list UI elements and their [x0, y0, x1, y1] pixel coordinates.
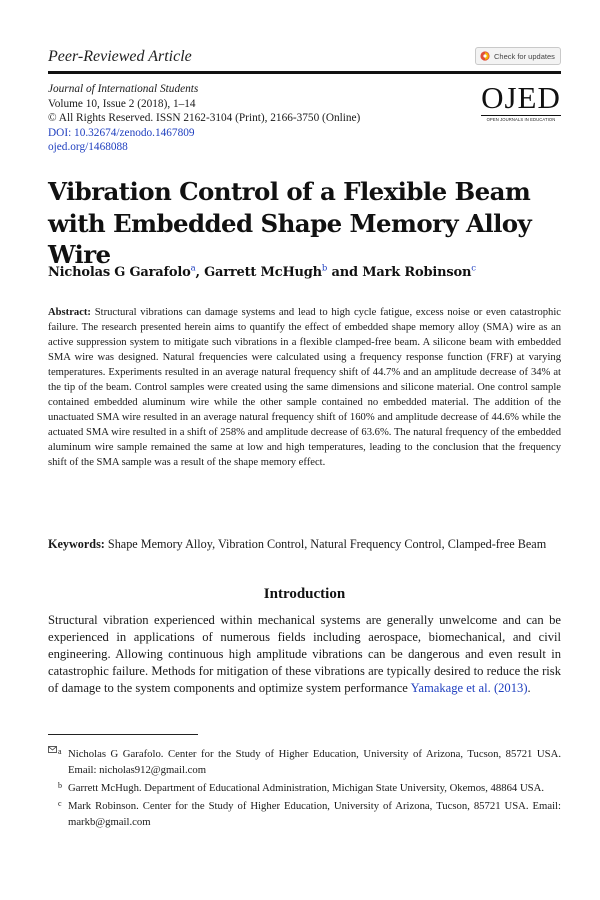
article-url-link[interactable]: ojed.org/1468088	[48, 141, 128, 153]
footnote-item	[48, 780, 561, 796]
ojed-logo	[480, 82, 562, 122]
footnote-mark-letter: b	[58, 781, 62, 790]
article-title: Vibration Control of a Flexible Beam with Embedded Shape Memory Alloy Wire	[48, 177, 532, 269]
footnote-item	[48, 798, 561, 830]
check-updates-label: Check for updates	[494, 51, 555, 61]
ojed-logo-subtitle: OPEN JOURNALS IN EDUCATION	[486, 117, 556, 122]
ojed-logo-text: OJED	[481, 80, 561, 115]
footnotes	[48, 746, 561, 832]
footnote-rule	[48, 734, 198, 735]
abstract	[48, 305, 561, 470]
introduction-paragraph	[48, 612, 561, 697]
keywords-text: Shape Memory Alloy, Vibration Control, Natural Frequency Control, Clamped-free Beam	[107, 537, 547, 551]
header-rule	[48, 71, 561, 74]
envelope-icon	[48, 746, 57, 753]
author-name: Garrett McHugh	[204, 265, 322, 280]
introduction-end: .	[527, 681, 531, 695]
author-name: Nicholas G Garafolo	[48, 265, 191, 280]
author-name: Mark Robinson	[362, 265, 472, 280]
section-heading-introduction: Introduction	[263, 586, 346, 602]
footnote-mark-letter: a	[58, 747, 62, 756]
footnote-mark	[48, 798, 62, 810]
footnote-mark	[48, 746, 62, 758]
author-separator: and	[327, 265, 363, 280]
abstract-text: Structural vibrations can damage systems and lead to high cycle fatigue, excess noise or even catastrophic failure. The research presented herein aims to quantify the effect of embedded shape memory alloy (SMA) wire as an active suppression system to mitigate such vibrations in a flexible clamped-free beam. A silicone beam with embedded SMA wire was designed. Natural frequencies were calculated using a frequency response function (FRF) at varying temperatures. Experiments resulted in an average natural frequency shift of 44.7% and an amplitude decrease of 34% at the tip of the beam. Control samples were created using the same dimensions and silicone material. One control sample contained embedded aluminum wire while the other sample contained no embedded material. The addition of the unactuated SMA wire resulted in an average natural frequency shift of 160% and amplitude decrease of 44.6% while the actuated SMA wire resulted in a shift of 258% and amplitude decrease of 63.6%. The natural frequency of the embedded aluminum wire sample remained the same at low and high temperatures, leading to the conclusion that the frequency shift of the SMA sample was a result of the shape memory effect.	[48, 307, 562, 468]
footnote-mark	[48, 780, 62, 792]
author-separator: ,	[195, 265, 205, 280]
ojed-logo-rule	[481, 115, 561, 116]
footnote-item	[48, 746, 561, 778]
journal-meta	[48, 82, 360, 155]
footnote-text: Garrett McHugh. Department of Educational Administration, Michigan State University, Okemos, 48864 USA.	[68, 782, 544, 794]
introduction-text: Structural vibration experienced within mechanical systems are generally unwelcome and can be experienced in applications of numerous fields including aerospace, biomechanical, and civil engineering. Allowing continuous high amplitude vibrations can be dangerous and even result in catastrophic failure. Methods for mitigation of these vibrations are typically desired to reduce the risk of damage to the system components and optimize system performance	[48, 613, 561, 695]
footnote-text: Nicholas G Garafolo. Center for the Study of Higher Education, University of Arizona, Tucson, 85721 USA. Email: nicholas912@gmail.com	[68, 748, 561, 776]
journal-name: Journal of International Students	[48, 83, 199, 95]
author-affiliation-mark[interactable]: b	[321, 263, 328, 274]
footnote-text: Mark Robinson. Center for the Study of Higher Education, University of Arizona, Tucson, 85721 USA. Email: markb@gmail.com	[68, 800, 561, 828]
author-affiliation-mark[interactable]: a	[190, 263, 196, 274]
abstract-label: Abstract:	[48, 307, 91, 318]
keywords	[48, 536, 561, 553]
journal-rights: © All Rights Reserved. ISSN 2162-3104 (Print), 2166-3750 (Online)	[48, 112, 361, 124]
author-list	[48, 265, 476, 280]
journal-volume-issue: Volume 10, Issue 2 (2018), 1–14	[48, 97, 196, 110]
keywords-label: Keywords:	[48, 537, 105, 551]
citation-year-link[interactable]: (2013)	[493, 681, 528, 695]
check-updates-icon	[480, 51, 490, 61]
running-header: Peer-Reviewed Article	[48, 48, 192, 65]
check-for-updates-button[interactable]	[475, 47, 561, 65]
citation-link[interactable]: Yamakage et al.	[410, 681, 491, 695]
doi-link[interactable]: DOI: 10.32674/zenodo.1467809	[48, 126, 195, 139]
footnote-mark-letter: c	[58, 799, 62, 808]
author-affiliation-mark[interactable]: c	[471, 263, 476, 274]
